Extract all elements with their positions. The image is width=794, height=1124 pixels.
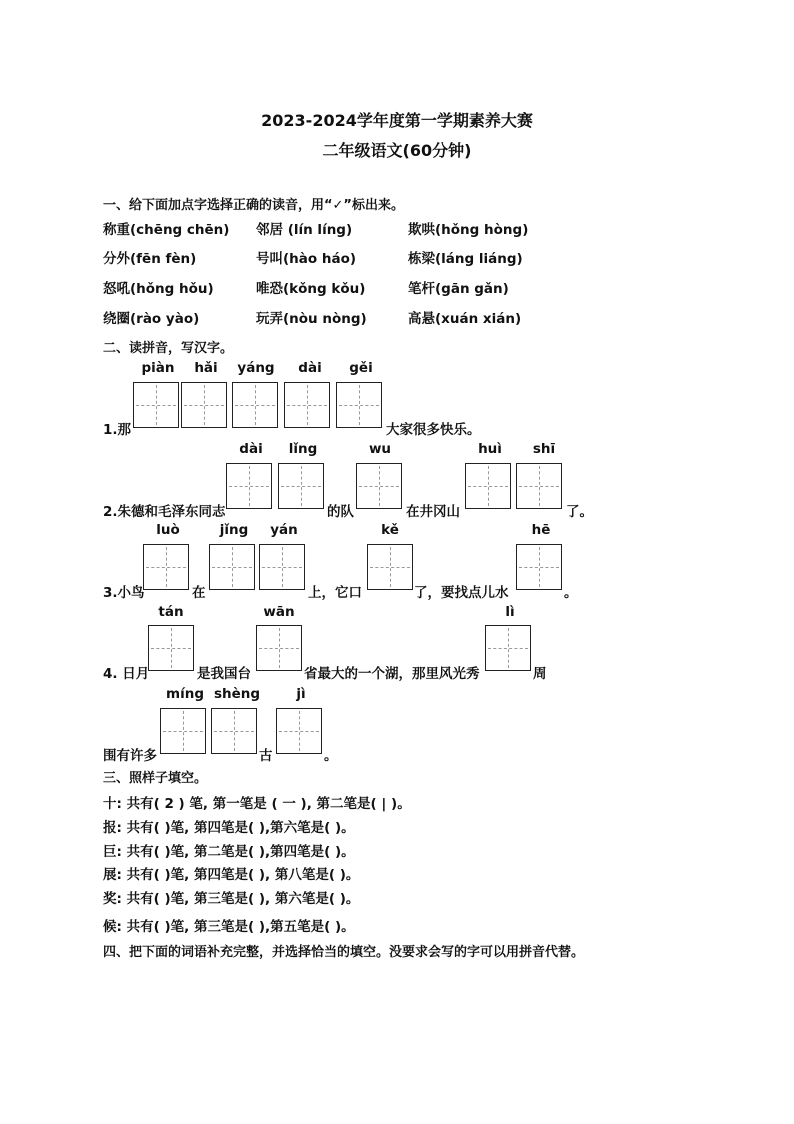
pinyin-label: yán [270, 522, 298, 538]
pronunciation-item: 分外(fēn fèn) [103, 251, 197, 267]
pinyin-label: dài [239, 441, 263, 457]
sentence-text: 古 [259, 748, 273, 764]
sentence-text: 。 [324, 748, 338, 764]
character-writing-box[interactable] [356, 463, 402, 509]
pronunciation-item: 称重(chēng chēn) [103, 222, 230, 238]
character-writing-box[interactable] [516, 463, 562, 509]
character-writing-box[interactable] [465, 463, 511, 509]
character-writing-box[interactable] [284, 382, 330, 428]
pinyin-label: shèng [213, 686, 261, 702]
character-writing-box[interactable] [485, 625, 531, 671]
section1-heading: 一、给下面加点字选择正确的读音，用“✓”标出来。 [103, 198, 404, 213]
pronunciation-item: 怒吼(hǒng hǒu) [103, 281, 214, 297]
exam-subtitle: 二年级语文(60分钟) [322, 141, 472, 160]
stroke-question[interactable]: 报: 共有( )笔, 第四笔是( ),第六笔是( )。 [103, 820, 355, 836]
character-writing-box[interactable] [256, 625, 302, 671]
section3-heading: 三、照样子填空。 [103, 771, 208, 786]
stroke-question[interactable]: 巨: 共有( )笔, 第二笔是( ),第四笔是( )。 [103, 844, 355, 860]
pinyin-label: dài [298, 360, 322, 376]
character-writing-box[interactable] [226, 463, 272, 509]
sentence-text: 上，它口 [308, 585, 362, 601]
sentence-text: 4. 日月 [103, 666, 150, 682]
character-writing-box[interactable] [516, 544, 562, 590]
sentence-text: 了。 [566, 504, 593, 520]
sentence-text: 3.小鸟 [103, 585, 145, 601]
sentence-text: 围有许多 [103, 748, 157, 764]
sentence-text: 在井冈山 [406, 504, 460, 520]
sentence-text: 在 [192, 585, 206, 601]
character-writing-box[interactable] [232, 382, 278, 428]
pronunciation-item: 唯恐(kǒng kǒu) [256, 281, 366, 297]
sentence-text: 省最大的一个湖，那里风光秀 [304, 666, 480, 682]
pinyin-label: wān [263, 604, 295, 620]
pinyin-label: jì [296, 686, 306, 702]
pinyin-label: shī [532, 441, 556, 457]
character-writing-box[interactable] [278, 463, 324, 509]
stroke-question[interactable]: 候: 共有( )笔, 第三笔是( ),第五笔是( )。 [103, 919, 355, 935]
character-writing-box[interactable] [276, 708, 322, 754]
sentence-text: 了，要找点儿水 [414, 585, 509, 601]
pinyin-label: hǎi [194, 360, 218, 376]
character-writing-box[interactable] [181, 382, 227, 428]
pinyin-label: lǐng [288, 441, 318, 457]
character-writing-box[interactable] [367, 544, 413, 590]
pinyin-label: huì [478, 441, 502, 457]
pinyin-label: lì [505, 604, 515, 620]
sentence-text: 大家很多快乐。 [386, 422, 481, 438]
character-writing-box[interactable] [259, 544, 305, 590]
section4-heading: 四、把下面的词语补充完整，并选择恰当的填空。没要求会写的字可以用拼音代替。 [103, 945, 585, 960]
pinyin-label: piàn [141, 360, 175, 376]
sentence-text: 1.那 [103, 422, 132, 438]
pronunciation-item: 笔杆(gān gǎn) [408, 281, 509, 297]
pinyin-label: gěi [349, 360, 373, 376]
sentence-text: 的队 [327, 504, 354, 520]
pronunciation-item: 玩弄(nòu nòng) [256, 311, 367, 327]
character-writing-box[interactable] [143, 544, 189, 590]
pinyin-label: wu [368, 441, 392, 457]
exam-title: 2023-2024学年度第一学期素养大赛 [261, 111, 533, 130]
character-writing-box[interactable] [148, 625, 194, 671]
pinyin-label: luò [156, 522, 180, 538]
sentence-text: 是我国台 [197, 666, 251, 682]
character-writing-box[interactable] [209, 544, 255, 590]
character-writing-box[interactable] [160, 708, 206, 754]
pinyin-label: yáng [237, 360, 275, 376]
character-writing-box[interactable] [211, 708, 257, 754]
sentence-text: 周 [533, 666, 547, 682]
character-writing-box[interactable] [133, 382, 179, 428]
pinyin-label: jǐng [219, 522, 249, 538]
pronunciation-item: 欺哄(hǒng hòng) [408, 222, 529, 238]
sentence-text: 2.朱德和毛泽东同志 [103, 504, 226, 520]
pinyin-label: tán [158, 604, 184, 620]
character-writing-box[interactable] [336, 382, 382, 428]
pronunciation-item: 绕圈(rào yào) [103, 311, 200, 327]
pronunciation-item: 高悬(xuán xián) [408, 311, 522, 327]
stroke-question[interactable]: 展: 共有( )笔, 第四笔是( ), 第八笔是( )。 [103, 867, 360, 883]
pronunciation-item: 号叫(hào háo) [256, 251, 357, 267]
pronunciation-item: 邻居 (lín líng) [256, 222, 353, 238]
sentence-text: 。 [564, 585, 578, 601]
pinyin-label: míng [166, 686, 204, 702]
pronunciation-item: 栋梁(láng liáng) [408, 251, 523, 267]
stroke-question: 十: 共有( 2 ) 笔, 第一笔是 ( 一 ), 第二笔是( | )。 [103, 796, 411, 812]
stroke-question[interactable]: 奖: 共有( )笔, 第三笔是( ), 第六笔是( )。 [103, 891, 360, 907]
section2-heading: 二、读拼音，写汉字。 [103, 341, 234, 356]
pinyin-label: kě [381, 522, 399, 538]
pinyin-label: hē [531, 522, 551, 538]
